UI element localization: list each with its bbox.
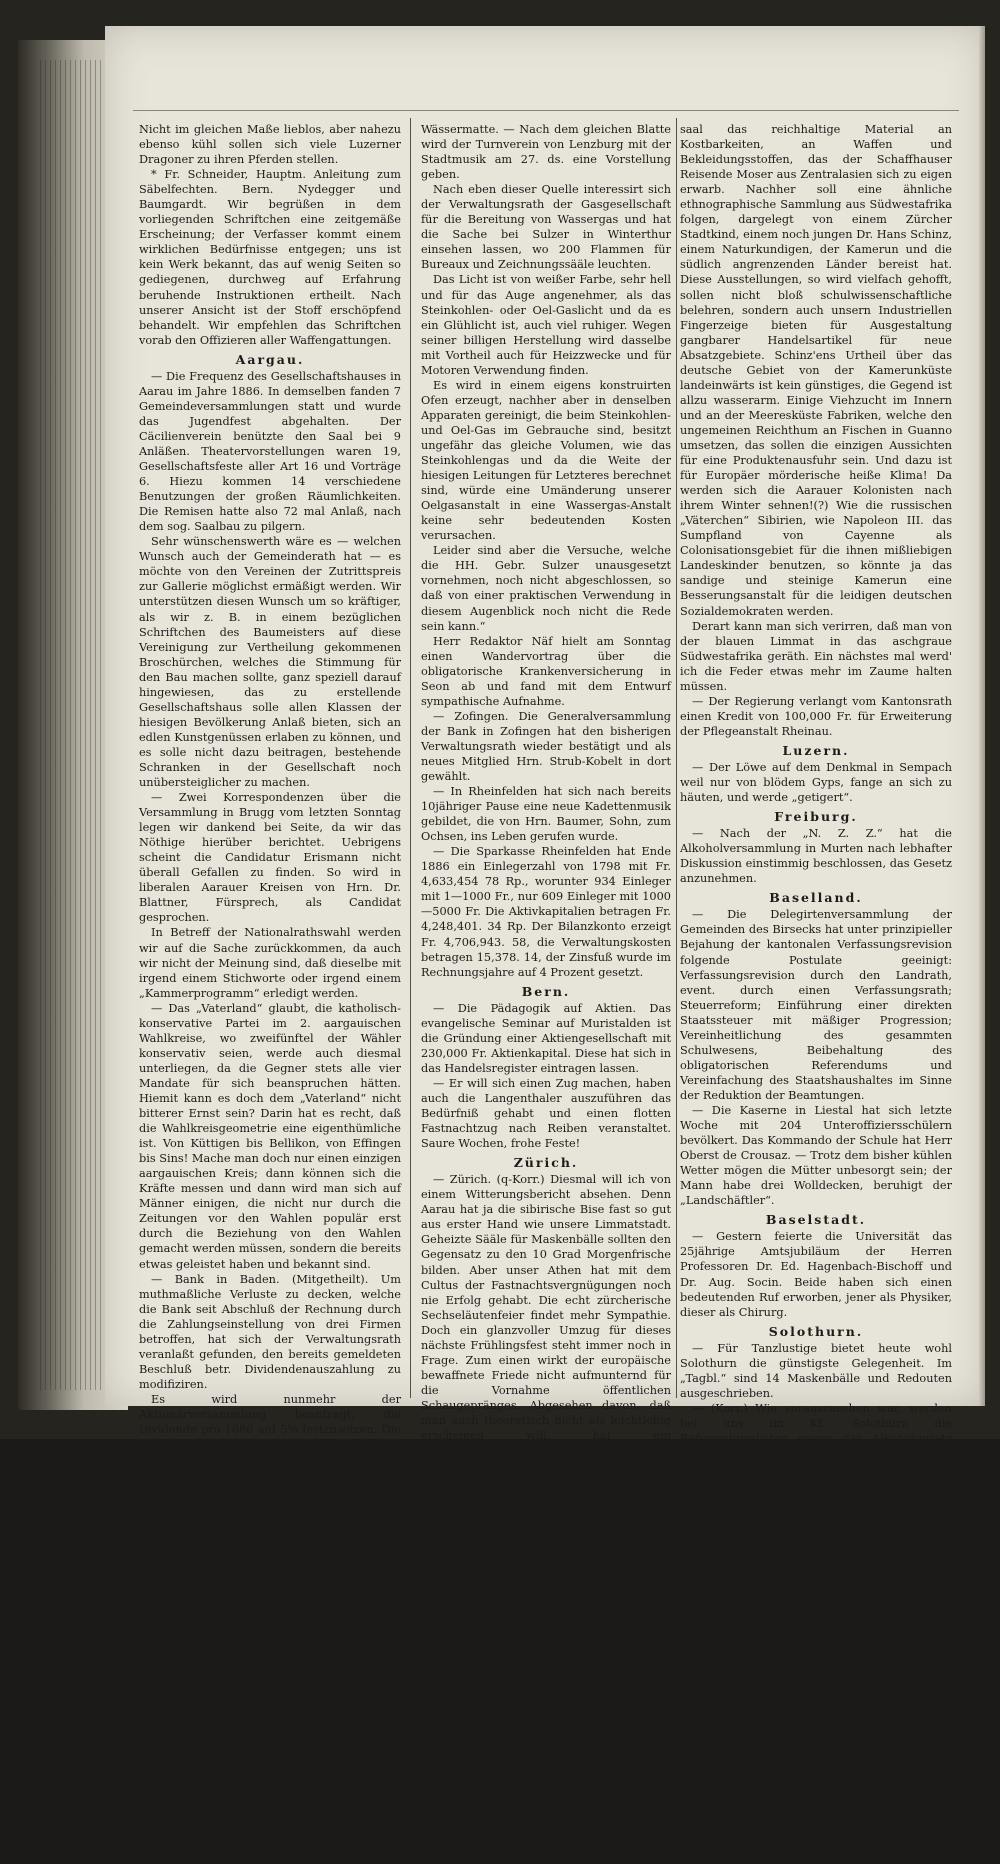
paragraph: — Nach der „N. Z. Z.“ hat die Alkoholversammlung in Murten nach lebhafter Diskussion einstimmig beschlossen, das Gesetz anzunehmen. bbox=[680, 827, 952, 886]
paragraph: — In Rheinfelden hat sich nach bereits 10jähriger Pause eine neue Kadettenmusik gebildet, die von Hrn. Baumer, Sohn, zum Ochsen, ins Leben gerufen wurde. bbox=[421, 785, 671, 844]
page-edge-shadow bbox=[979, 26, 985, 1406]
paragraph: — (Korr.) Wie vorauszusehen war, werden bei uns im Kt. Solothurn die Referendumslisten gegen das Alkoholgesetz zahlreich unterschrieben. In einzelnen Gemeinden des Leberbergs und im Wasseramt sollen mehr als die Hälfte der Stimmberechtigten auf den bezüglichen Unterschriftenbogen erschienen. Ohne im Geringsten diese geschäftige Betheiligung beim Sturm gegen das Alkoholmonopol bemäkeln zu wollen oder gar die verfassungsgemäßen Rechte des freien Schweizerbürgers wegen dessen Ausübung zu bekriteln, muß doch anerkannt werden, daß diese gut gefüllten Unterschriftenbogen ein etwas eigenthümliches Licht auf viele unserer Gemeinden werfen; denn es kann nach Schluß der Unterschriftensammlung gewiß konstatirt werden, daß gerade aus jenen Ortschaften, in welchen der Schnapsteufel ungehindert sein böses Wesen treibt, zahlreiche Unterschriften gesammelt werden konnten. Es gibt Gemeinden bei uns, in welchen den ganzen Winter hindurch in 2, 3 und noch mehr größern Brennereien darauf losgebrannt und aus Kartoffeln, Getreide, Mehl eine Unmasse Schnaps bereitet wird. Außerdem trifft man in den nämlichen Ortschaften dann noch eine ganze Menge kleinere bbox=[680, 1401, 952, 1837]
paragraph: Herr Redaktor Näf hielt am Sonntag einen Wandervortrag über die obligatorische Krankenversicherung in Seon ab und fand mit dem Entwurf sympathische Aufnahme. bbox=[421, 634, 671, 708]
paragraph: — Die Kaserne in Liestal hat sich letzte Woche mit 204 Unteroffiziersschülern bevölkert. Das Kommando der Schule hat Herr Oberst de Crousaz. — Trotz dem bisher kühlen Wetter mögen die Mütter unbesorgt sein; der Mann habe drei Wolldecken, beruhigt der „Landschäftler“. bbox=[680, 1104, 952, 1208]
paragraph: Von nicht zu unterschätzender Bedeutung sind die Ausstellungen von Gegenständen geographischer Forschungsreisen. Da löst eine werthvolle Sammlung die andere ab. Zuerst folgt diejenige des Hrn. Professor Dr. Keller, der kürzlich aus Madagaskar heimgebracht hat. Gegenwärtig ziert unsern schönen Börsen- bbox=[421, 1729, 671, 1864]
section-heading-bern: Bern. bbox=[521, 983, 571, 999]
paragraph: — Auch in Lenzburg sind nach dem „Aargauer“ Staaren beobachtet worden. Gestern sahen wir einen starken Flug auf einer bloßen bbox=[139, 1784, 401, 1843]
paragraph: — Die Delegirtenversammlung der Gemeinden des Birsecks hat unter prinzipieller Bejahung der kantonalen Verfassungsrevision folgende Postulate geeinigt: Verfassungsrevision durch den Landrath, event. durch einen Verfassungsrath; Steuerreform; Einführung einer direkten Staatssteuer mit mäßiger Progression; Vereinheitlichung des gesammten Schulwesens, Beibehaltung des obligatorischen Referendums und Vereinfachung des Staatshaushaltes im Sinne der Reduktion der Beamtungen. bbox=[680, 908, 952, 1102]
text-column-1 bbox=[139, 122, 401, 1843]
paragraph: — Die Pädagogik auf Aktien. Das evangelische Seminar auf Muristalden ist die Gründung einer Aktiengesellschaft mit 230,000 Fr. Aktienkapital. Diese hat sich in das Handelsregister eintragen lassen. bbox=[421, 1001, 671, 1075]
text-column-3 bbox=[680, 122, 952, 1837]
header-rule bbox=[133, 110, 959, 111]
paragraph: — Schöftland. (Corresp.) Die am 20. courant stattgefundene Versammlung der Aktionäre der Spar- und Creditkasse Suhrenthal war nicht gerade zahlreich besucht, was von einem großen Vertrauen gegenüber den Verwaltungsorganen zeugt. bbox=[139, 1528, 401, 1617]
page-stack-edges bbox=[40, 60, 110, 1390]
paragraph: Sehr wünschenswerth wäre es — welchen Wunsch auch der Gemeinderath hat — es möchte von den Vereinen der Zutrittspreis zur Gallerie möglichst ermäßigt werden. Wir unterstützen diesen Wunsch um so kräftiger, als wir z. B. in einem bezüglichen Schriftchen des Baumeisters auf diese Vereinigung zur Vertheilung gekommenen Broschürchen, welches die Stimmung für den Bau machen sollte, ganz speziell darauf hingewiesen, das zu erstellende Gesellschaftshaus solle allen Klassen der hiesigen Bevölkerung Anlaß bieten, sich an edlen Kunstgenüssen erlaben zu können, und es solle nicht dazu beitragen, bestehende Schranken in der Gesellschaft noch unübersteiglicher zu machen. bbox=[139, 535, 401, 790]
paragraph: — Gestern feierte die Universität das 25jährige Amtsjubiläum der Herren Professoren Dr. Ed. Hagenbach-Bischoff und Dr. Aug. Socin. Beide haben sich einen bedeutenden Ruf erworben, jener als Physiker, dieser als Chirurg. bbox=[680, 1230, 952, 1319]
paragraph: Die vorgelegte Rechnung wurde denn auch nach Aeußerung des Berichtes der Censoren einstimmig genehmigt und Zins und Dividende für 1886, wie früherer Jahre auf 6% bestimmt, so daß der Coupon Nr. 5 von heute an mit Fr. 30 eingelöst wird. bbox=[139, 1618, 401, 1707]
paragraph: Wässermatte. — Nach dem gleichen Blatte wird der Turnverein von Lenzburg mit der Stadtmusik am 27. ds. eine Vorstellung geben. bbox=[421, 123, 671, 182]
paragraph: — Das „Vaterland“ glaubt, die katholisch-konservative Partei im 2. aargauischen Wahlkreise, wo zweifünftel der Wähler konservativ seien, werde auch diesmal unterliegen, da die Gegner stets alle vier Mandate für sich beanspruchen hätten. Hiemit kann es doch dem „Vaterland“ nicht bitterer Ernst sein? Darin hat es recht, daß die Wahlkreisgeometrie eine eigenthümliche ist. Von Küttigen bis Bellikon, von Effingen bis Sins! Mache man doch nur einen einzigen aargauischen Kreis; dann können sich die Kräfte messen und dann wird man sich auf Männer einigen, die nicht nur durch die Zeitungen vor den Wahlen populär erst durch die Beziehung von den Wahlen gemacht werden müssen, sondern die bereits etwas geleistet haben und bekannt sind. bbox=[139, 1001, 401, 1271]
paragraph: — Der Löwe auf dem Denkmal in Sempach weil nur von blödem Gyps, fange an sich zu häuten, und werde „getigert“. bbox=[680, 760, 952, 805]
paragraph: — Er will sich einen Zug machen, haben auch die Langenthaler auszuführen das Bedürfniß gehabt und einen flotten Fastnachtzug nach Reiben veranstaltet. Saure Wochen, frohe Feste! bbox=[421, 1076, 671, 1151]
section-heading-aargau: Aargau. bbox=[235, 351, 305, 367]
section-heading-luzern: Luzern. bbox=[782, 742, 850, 758]
text-column-2 bbox=[421, 122, 671, 1864]
paragraph: Nach eben dieser Quelle interessirt sich der Verwaltungsrath der Gasgesellschaft für die Bereitung von Wassergas und hat die Sache bei Sulzer in Winterthur einsehen lassen, wo 200 Flammen für Bureaux und Zeichnungssääle leuchten. bbox=[421, 183, 671, 272]
paragraph: Die Telephonverbindung mit Aarau steht wirklich in Sicht. Bereits haben sich die nöthigen Abonnenten gefunden. Der definitive Beschluß soll diese Woche vollzogen. bbox=[139, 1708, 401, 1783]
paragraph: — Die Sparkasse Rheinfelden hat Ende 1886 ein Einlegerzahl von 1798 mit Fr. 4,633,454 78 Rp., worunter 934 Einleger mit 1—1000 Fr., nur 609 Einleger mit 1000—5000 Fr. Die Aktivkapitalien betragen Fr. 4,248,401. 34 Rp. Der Bilanzkonto erzeigt Fr. 4,706,943. 58, die Verwaltungskosten betragen 15,378. 14, der Zinsfuß wurde im Rechnungsjahre auf 4 Prozent gesetzt. bbox=[421, 845, 671, 979]
section-heading-zuerich: Zürich. bbox=[513, 1155, 579, 1171]
paragraph: Nicht im gleichen Maße lieblos, aber nahezu ebenso kühl sollen sich viele Luzerner Dragoner zu ihren Pferden stellen. bbox=[139, 123, 401, 167]
paragraph: — Bank in Baden. (Mitgetheilt). Um muthmaßliche Verluste zu decken, welche die Bank seit Abschluß der Rechnung durch die Zahlungseinstellung von drei Firmen betroffen, hat sich der Verwaltungsrath veranlaßt gefunden, den bereits gemeldeten Beschluß betr. Dividendenauszahlung zu modifiziren. bbox=[139, 1272, 401, 1391]
newspaper-page bbox=[105, 26, 985, 1864]
paragraph: Leider sind aber die Versuche, welche die HH. Gebr. Sulzer unausgesetzt vornehmen, noch nicht abgeschlossen, so daß von einer praktischen Verwendung in diesem Augenblick noch nicht die Rede sein kann.“ bbox=[421, 544, 671, 633]
section-heading-solothurn: Solothurn. bbox=[768, 1323, 864, 1339]
section-heading-freiburg: Freiburg. bbox=[774, 809, 858, 825]
paragraph: * Fr. Schneider, Hauptm. Anleitung zum Säbelfechten. Bern. Nydegger und Baumgardt. Wir begrüßen in dem vorliegenden Schriftchen eine zeitgemäße Erscheinung; der Verfasser kommt einem wirklichen Bedürfnisse entgegen; uns ist kein Werk bekannt, das auf wenig Seiten so gediegenen, durchweg auf Erfahrung beruhende Instruktionen ertheilt. Nach unserer Ansicht ist der Stoff erschöpfend behandelt. Wir empfehlen das Schriftchen vorab den Offizieren aller Waffengattungen. bbox=[139, 168, 401, 347]
paragraph: Es wird in einem eigens konstruirten Ofen erzeugt, nachher aber in denselben Apparaten gereinigt, die beim Steinkohlen- und Oel-Gas im Gebrauche sind, besitzt ungefähr das gleiche Volumen, wie das Steinkohlengas und da die Weite der hiesigen Leitungen für Letzteres berechnet sind, würde eine Umänderung unserer Oelgasanstalt in eine Wassergas-Anstalt keine sehr bedeutenden Kosten verursachen. bbox=[421, 378, 671, 543]
paragraph: Das Licht ist von weißer Farbe, sehr hell und für das Auge angenehmer, als das Steinkohlen- oder Oel-Gaslicht und da es ein Glühlicht ist, auch viel ruhiger. Wegen seiner billigen Herstellung wird dasselbe mit Vortheil auch für Heizzwecke und für Motoren Verwendung finden. bbox=[421, 273, 671, 377]
paragraph: Es wird nunmehr der Aktionärversammlung beantragt, die Dividende pro 1886 auf 5% festzusetzen. Die Abschreibungen auf Bankgebäude und Mobilien, sowie die Dotirung des Reserve-Conto werden dadurch in keiner Weise berührt, dagegen Fr. 20,000 als Verlustreserve auf neue Rechnung vorgetragen. bbox=[139, 1392, 401, 1527]
paragraph: saal das reichhaltige Material an Kostbarkeiten, an Waffen und Bekleidungsstoffen, das der Schaffhauser Reisende Moser aus Zentralasien sich zu eigen erwarb. Nachher soll eine ähnliche ethnographische Sammlung aus Südwestafrika folgen, dargelegt von einem Zürcher Stadtkind, einem noch jungen Dr. Hans Schinz, einem Naturkundigen, der Kamerun und die südlich angrenzenden Länder bereist hat. Diese Ausstellungen, so wird vielfach gehofft, sollen nicht bloß schulwissenschaftliche belehren, sondern auch unsern Industriellen Fingerzeige bieten für Ausgestaltung gangbarer Handelsartikel für neue Absatzgebiete. Schinz'ens Urtheil über das deutsche Gebiet von der Kamerunküste landeinwärts ist kein günstiges, die Gegend ist allzu wasserarm. Einige Viehzucht im Innern und an der Meeresküste Fabriken, welche den ungemeinen Reichthum an Fischen in Guanno umsetzen, das sollen die einzigen Aussichten für eine Produktenausfuhr sein. Und dazu ist für Europäer mörderische heiße Klima! Da werden sich die Aarauer Kolonisten nach ihrem Winter sehnen!(?) Wie die russischen „Väterchen“ Sibirien, wie Napoleon III. das Sumpfland von Cayenne als Colonisationsgebiet für die ihnen mißliebigen Landeskinder benutzen, so könnte ja das sandige und steinige Kamerun eine Besserungsanstalt für die leidigen deutschen Sozialdemokraten werden. bbox=[680, 123, 952, 618]
column-divider-1 bbox=[410, 118, 411, 1398]
paragraph: — Zürich. (q-Korr.) Diesmal will ich von einem Witterungsbericht absehen. Denn Aarau hat ja die sibirische Bise fast so gut aus erster Hand wie unsere Limmatstadt. Geheizte Sääle für Maskenbälle sollten den Gegensatz zu den 10 Grad Morgenfrische bilden. Aber unser Athen hat mit dem Cultus der Fastnachtsvergnügungen noch nie Erfolg gehabt. Die echt zürcherische Sechseläutenfeier findet mehr Sympathie. Doch ein glanzvoller Umzug für dieses nächste Frühlingsfest steht immer noch in Frage. Zum einen wirkt der europäische bewaffnete Friede nicht aufmunternd für die Vornahme öffentlichen Schaugepränges. Abgesehen davon, daß man auch theoretisch nicht als leichtlebig erscheinen will, hat ein Festzugarrangement eben auch finanziell bedeutende praktische spürbare Folgen. Hiermit soll nicht etwa eine schief gewickelte Anspielung auf die Aarauer Kamerun-Expedition gemacht sein wollen. Zum andern will man einen verallgemeinten, d. h. für alle Zünfte verbindlichen Festprogramm für das nächste Sechseleuten, ohne anders einverleiben: Einweihung des neuen Seequais, — zu welchem Behufe dann auch die Quai-Mitgemeinden Enge und Riesbach sich an der Festgestaltung betheiligen sollten. Und nun lautet ein gegnerischer Einwurf wider diese Unterlage der Feier: Was will man die Schellegi oder den Krähhahnen festlich begehen, während die Arbeit des Quaiausbaues noch bei weitem nicht beendigt ist? bbox=[421, 1173, 671, 1728]
paragraph: — Zofingen. Die Generalversammlung der Bank in Zofingen hat den bisherigen Verwaltungsrath wieder bestätigt und als neues Mitglied Hrn. Strub-Kobelt in dort gewählt. bbox=[421, 709, 671, 784]
paragraph: Derart kann man sich verirren, daß man von der blauen Limmat in das aschgraue Südwestafrika geräth. Ein nächstes mal werd' ich die Feder etwas mehr im Zaume halten müssen. bbox=[680, 619, 952, 693]
column-divider-2 bbox=[676, 118, 677, 1398]
section-heading-baselstadt: Baselstadt. bbox=[765, 1212, 867, 1228]
paragraph: — Der Regierung verlangt vom Kantonsrath einen Kredit von 100,000 Fr. für Erweiterung der Pflegeanstalt Rheinau. bbox=[680, 694, 952, 738]
paragraph: — Die Frequenz des Gesellschaftshauses in Aarau im Jahre 1886. In demselben fanden 7 Gemeindeversammlungen statt und wurde das Jugendfest abgehalten. Der Cäcilienverein benützte den Saal bei 9 Anläßen. Theatervorstellungen waren 19, Gesellschaftsfeste aller Art 16 und Vorträge 6. Hiezu kommen 14 verschiedene Benutzungen der großen Räumlichkeiten. Die Remisen hatte also 72 mal Anlaß, nach dem sog. Saalbau zu pilgern. bbox=[139, 369, 401, 534]
paragraph: — Zwei Korrespondenzen über die Versammlung in Brugg vom letzten Sonntag legen wir dankend bei Seite, da wir das Nöthige hierüber berichtet. Uebrigens scheint die Candidatur Erismann nicht überall Gefallen zu finden. So wird in liberalen Aarauer Kreisen von Hrn. Dr. Blattner, Fürsprech, als Candidat gesprochen. bbox=[139, 791, 401, 925]
paragraph: In Betreff der Nationalrathswahl werden wir auf die Sache zurückkommen, da auch wir nicht der Meinung sind, daß dieselbe mit irgend einem Stichworte oder irgend einem „Kammerprogramm“ erledigt werden. bbox=[139, 926, 401, 1000]
paragraph: — Für Tanzlustige bietet heute wohl Solothurn die günstigste Gelegenheit. Im „Tagbl.“ sind 14 Maskenbälle und Redouten ausgeschrieben. bbox=[680, 1341, 952, 1400]
section-heading-baselland: Baselland. bbox=[769, 890, 863, 906]
